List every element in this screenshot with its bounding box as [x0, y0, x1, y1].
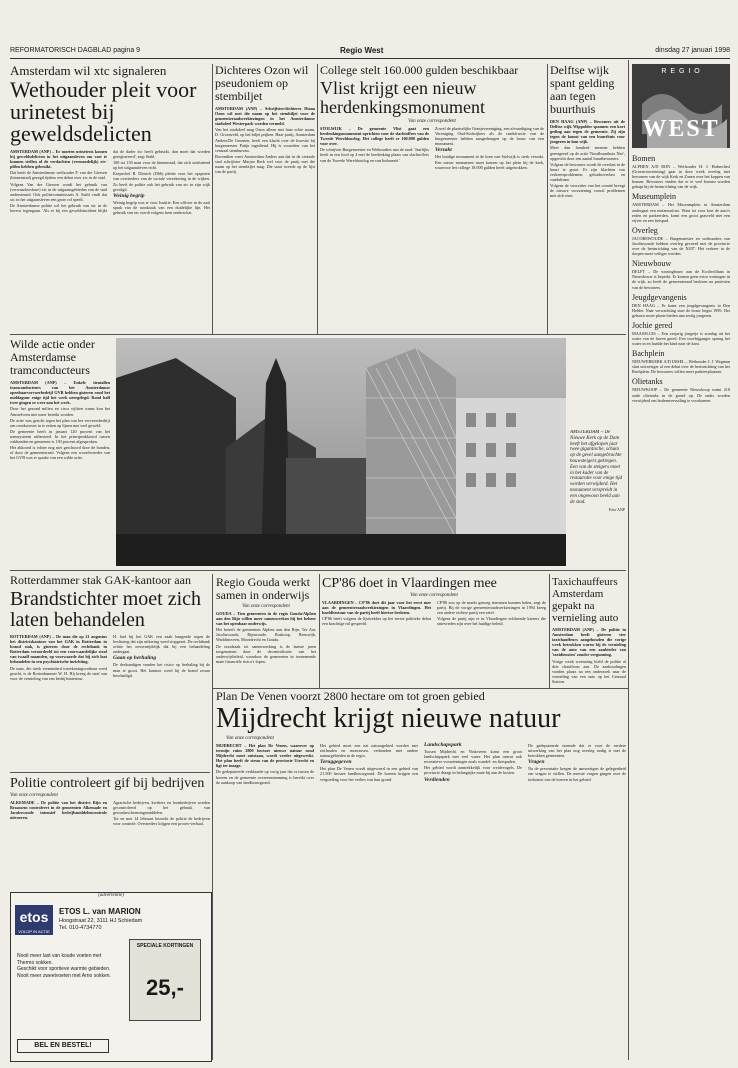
article-body	[322, 600, 546, 680]
article-paragraph: CP'86 heeft volgens de lijsttrekker op het eerste politieke debat een krachtige rol gespeeld.	[322, 616, 431, 627]
article-paragraph: De gedeputeerde verklaarde op vorig jaar dat er tussen de boeren en de gemeente overeenstemming is bereikt over de aankoop van landbouwgrond.	[216, 769, 314, 785]
ad-logo	[15, 905, 53, 935]
article-politie	[10, 776, 210, 886]
banner-top: R E G I O	[661, 68, 701, 75]
article-body	[216, 611, 316, 664]
article-paragraph: Tussen Mijdrecht en Vinkeveen komt een groot landschapspark met veel water. Het plan omvat ook recreatieve voorzieningen zoals wandel- en fietspaden.	[424, 749, 522, 765]
article-body	[10, 149, 210, 299]
sidebar-item-text: NIEUWERKERK A/D IJSSEL – Wethouder J. J. Wegman sluit uitvoeriger af een debat over de herinrichting van het Bachplein. De bewoners willen meer parkeerplaatsen.	[632, 359, 730, 375]
article-mijdrecht	[216, 690, 626, 1060]
article-kicker: Plan De Venen voorzt 2800 hectare om tot groen gebied	[216, 690, 485, 703]
article-taxi	[552, 576, 626, 686]
article-ozon	[215, 64, 315, 330]
article-lead: AMSTERDAM (ANP) – Er moeten urinetests komen bij geweldsdelicten in het uitgaansleven om vast te kunnen stellen of de verdachten (vermoedelijk) xtc-pillen hebben gebruikt.	[10, 149, 107, 170]
sidebar-item-text: NIEUWKOOP – De gemeente Nieuwkoop ruimt 218 oude olietanks in de grond op. De tanks worden verwijderd om bodemvervuiling te voorkomen.	[632, 387, 730, 403]
article-body	[10, 380, 110, 460]
header-left: REFORMATORISCH DAGBLAD pagina 9	[10, 47, 141, 54]
article-headline: CP'86 doet in Vlaardingen mee	[322, 576, 497, 591]
ad-address: Hoogstraat 22, 3111 HJ Schiedam	[59, 918, 143, 924]
divider	[212, 64, 213, 334]
article-lead: VLAARDINGEN – CP'86 doet dit jaar voor het eerst mee aan de gemeenteraadsverkiezingen in Vlaardingen. Het hoofdbestuur van de partij heeft hiertoe besloten.	[322, 600, 431, 616]
ad-label: (advertentie)	[98, 893, 124, 898]
article-body	[550, 119, 625, 198]
ad-line: Geschikt voor sportieve warmte gebieden.	[17, 966, 111, 972]
sidebar-item-text: AMSTERDAM – Het Museumplein in Amsterdam ondergaat een metamorfose. Waar tot voor kort de auto's reden en parkeerden, komt een groot grasveld met een vijver en een fietspad.	[632, 202, 730, 223]
photo-credit: Foto ANP	[608, 507, 625, 513]
sidebar-item	[632, 192, 730, 222]
article-monument	[320, 64, 544, 330]
article-subheading: Teruggegeven	[320, 759, 352, 766]
sidebar-regio-west	[632, 64, 730, 1060]
article-lead: AMSTERDAM (ANP) – Schrijfster/dichteres Diana Ozon wil met die naam op het stembiljet voor de gemeenteraadsverkiezingen in het Amsterdamse stadsdeel Westerpark worden vermeld.	[215, 106, 315, 127]
article-lead: STOLWIJK – De gemeente Vlist gaat een herdenkingsmonument oprichten voor de slachtoffers van de Tweede Wereldoorlog. Het college heeft er 160.000 gulden voor over.	[320, 126, 429, 147]
article-byline: Van onze correspondent	[410, 593, 458, 598]
article-paragraph: Het plan De Venen wordt uitgevoerd in een gebied van 21.500 hectare landbouwgrond. De boeren krijgen een vergoeding voor het verlies van hun grond.	[320, 766, 418, 782]
article-paragraph: De gedeputeerde noemde dat er voor de verdere uitwerking van het plan nog overleg nodig is met de betrokken gemeenten.	[528, 743, 626, 759]
sidebar-item-title: Nieuwbouw	[632, 259, 672, 269]
sidebar-item	[632, 349, 730, 374]
sidebar-item	[632, 154, 730, 189]
ad-phone: Tel. 010-4734770	[59, 925, 102, 931]
article-buurthuis	[550, 64, 625, 330]
ad-lines	[17, 953, 117, 979]
sidebar-item	[632, 226, 730, 256]
article-lead: AMSTERDAM (ANP) – Enkele tientallen tramconducteurs van het Amsterdamse openbaarvervoerbedrijf GVB hebben gisteren rond het middaguur enige tijd het werk neergelegd. Rond half twee gingen ze weer aan het werk.	[10, 380, 110, 406]
article-lead: ALKEMADE – De politie van het district Rijn en Braassem controleert in de gemeenten Alkemade en Jacobswoude intensief bedrijfsmiddelencontrole uitvoeren.	[10, 800, 107, 821]
article-kicker: College stelt 160.000 gulden beschikbaar	[320, 64, 519, 77]
article-paragraph: Vorige week woensdag hield de politie al drie chauffeurs aan. De aanhoudingen vonden plaats na een onderzoek naar de vernieling van een auto op het Centraal Station.	[552, 658, 626, 684]
article-paragraph: De deskundigen vonden het risico op herhaling bij de man te groot. Het kantoor werd bij de brand zwaar beschadigd.	[113, 662, 210, 678]
article-paragraph: Korpschef B. Dittrich (D66) pleitte voor het opsporen van overtreders van de sociale verzekering in de wijken. Zo heeft de politie ook het gebruik van xtc in zijn wijk gevolgd.	[113, 171, 210, 192]
article-kicker: Rotterdammer stak GAK-kantoor aan	[10, 574, 191, 587]
sidebar-item-text: DEN HAAG – Er komt een jeugdgevangenis in Den Helder. Naar verwachting start de bouw begin 1999. Het gebouw moet plaats bieden aan zestig jongeren.	[632, 302, 730, 318]
divider	[212, 574, 213, 1060]
divider	[628, 60, 629, 1060]
article-paragraph: 100 tot 150 man voor de binnenstad, dat zich uitsluitend op het uitgaansleven richt.	[113, 160, 210, 171]
article-gouda	[216, 576, 316, 686]
article-paragraph: De actie was gericht tegen het plan van het vervoersbedrijf om conducteurs in te zetten op lijnen met veel geweld.	[10, 417, 110, 428]
sidebar-item-title: Olietanks	[632, 377, 663, 387]
article-paragraph: Agrarische bedrijven, kwekers en loonbedrijven worden gecontroleerd op het gebruik van gewasbeschermingsmiddelen.	[113, 800, 210, 816]
article-headline: Delftse wijk spant gelding aan tegen buurthuis	[550, 64, 615, 116]
advertisement	[10, 892, 212, 1062]
sidebar-item-title: Overleg	[632, 225, 658, 235]
article-lead: DEN HAAG (ANP) – Bewoners uit de Delftse wijk Wippolder spannen een kort geding aan tegen de gemeente. Zij zijn tegen de komst van een buurthuis voor jongeren in hun wijk.	[550, 119, 625, 145]
sidebar-item-title: Museumplein	[632, 192, 676, 202]
article-paragraph: Volgens de bewoners wordt de overlast in de buurt te groot. Er zijn klachten van verkeersproblemen, geluidsoverlast en vandalisme.	[550, 161, 625, 183]
sidebar-item-title: Bomen	[632, 154, 656, 163]
divider	[10, 570, 626, 571]
article-body	[10, 800, 210, 870]
article-headline: Taxichauffeurs Amsterdam gepakt na vernieling auto	[552, 576, 619, 624]
article-paragraph: Het gebied wordt aantrekkelijk voor weidevogels. De provincie draagt in belangrijke mate bij aan de kosten.	[424, 765, 522, 776]
divider	[212, 688, 628, 689]
article-paragraph: Meer dan honderd mensen hebben gereageerd op de actie 'Noodbuurthuis Nee', opgericht door een aantal buurtbewoners.	[550, 145, 625, 161]
article-paragraph: H. had bij het GAK een zaak hangende tegen de beslissing dat zijn uitkering werd stopgezet. De rechtbank achtte het onvermijdelijk dat hij een behandeling ondergaat.	[113, 634, 210, 655]
ad-shop: ETOS L. van MARION	[59, 907, 141, 916]
sidebar-item	[632, 293, 730, 318]
article-paragraph: De man, die sterk verminderd toerekeningsvatbaar werd geacht, is de Rotterdammer W. H. Hij kreeg de straf van voor de vernieling van een bedrijfsinterieur.	[10, 665, 107, 681]
article-cp86	[322, 576, 546, 686]
article-paragraph: Het akkoord is echter nog niet geschoord door de bonden, of door de gemeenteraad. Volgens een woordvoerder van het GVB was er sprake van een wilde actie.	[10, 445, 110, 461]
divider	[317, 64, 318, 334]
sidebar-item-title: Jochie gered	[632, 320, 673, 330]
sidebar-item-title: Jeugdgevangenis	[632, 292, 687, 302]
ad-logo-text: etos	[19, 909, 49, 925]
article-paragraph: Het gebied moet een nat natuurgebied worden met rietlanden en moerassen, verbonden met andere natuurgebieden in de regio.	[320, 743, 418, 759]
article-body	[215, 106, 315, 174]
article-paragraph: Na de presentatie kregen de aanwezigen de gelegenheid om vragen te stellen. De meeste vragen gingen over de toekomst van de boeren in het gebied.	[528, 766, 626, 782]
church-photo	[116, 338, 566, 566]
article-lead: ROTTERDAM (ANP) – De man die op 21 augustus het districtskantoor van het GAK in Rotterdam in brand stak, is gisteren door de rechtbank in Rotterdam veroordeeld tot een voorwaardelijke straf van twaalf maanden, op voorwaarde dat hij zich laat behandelen in een psychiatrische inrichting.	[10, 634, 107, 665]
divider	[319, 574, 320, 688]
article-gak	[10, 574, 210, 770]
article-tram	[10, 338, 110, 566]
ad-line: Nooit meer last van koude voeten met Thermo sokken.	[17, 953, 102, 966]
ad-price: 25,-	[146, 975, 184, 1000]
sidebar-item-text: JACOBSWOUDE – Burgemeester en wethouders van Jacobswoude hebben overleg gevoerd met de provincie over de herinrichting van de N207. Het verkeer in de dorpen moet veiliger worden.	[632, 235, 730, 257]
article-byline: Van onze correspondent	[226, 736, 274, 741]
ad-badge: SPECIALE KORTINGEN	[136, 943, 194, 949]
article-body	[216, 743, 626, 1053]
article-paragraph: De gemeente heeft in januari 120 procent van het tramsysteem uitbesteed. In het principeakkoord tussen vakbonden en gemeente is 130 procent afgesproken.	[10, 428, 110, 445]
article-lead: AMSTERDAM (ANP) – De politie in Amsterdam heeft gisteren vier taxichauffeurs aangehouden die vorige week betrokken waren bij de vernieling van de auto van een aanbieder van 'taxidiensten' zonder vergunning.	[552, 627, 626, 658]
divider	[549, 574, 550, 688]
sidebar-item-text: ALPHEN A/D RIJN – Wethouder H. J. Hubrechtsl (Groenvoorziening) gaat in deze week overleg met bewoners van de wijk Kerk en Zanen over het kappen van bomen. Bewoners vinden dat er te veel bomen worden gekapt bij de herinrichting van de wijk.	[632, 164, 730, 190]
article-subheading: Weinig begrip	[113, 192, 145, 199]
article-lead: MIJDRECHT – Het plan De Venen, waarover op termijn ruim 2800 hectare nieuwe natuur rond Mijdrecht moet ontstaan, wordt verder uitgewerkt. Het plan heeft de steun van de provincie Utrecht en ligt ter inzage.	[216, 743, 314, 769]
ad-cta: BEL EN BESTEL!	[17, 1039, 109, 1053]
article-paragraph: Het huidige monument in de kom van Stolwijk is sterk verzakt. Een nieuw monument moet komen op het plein bij de kerk, waarvoor het college 18.000 gulden heeft uitgetrokken.	[435, 154, 544, 170]
sidebar-item-title: Bachplein	[632, 349, 665, 359]
article-lead: GOUDA – Tien gemeenten in de regio Gouda/Alphen aan den Rijn willen meer samenwerken bij het beheer van het openbaar onderwijs.	[216, 611, 316, 627]
article-body	[10, 634, 210, 764]
article-headline: Wethouder pleit voor urinetest bij geweldsdelicten	[10, 77, 197, 146]
regio-banner	[632, 64, 730, 148]
article-paragraph: Tot en met 14 februari bezoekt de politie de bedrijven voor controle. Overtreders krijgen een proces-verbaal.	[113, 816, 210, 827]
photo-caption	[570, 430, 625, 566]
divider	[547, 64, 548, 334]
page-header	[10, 46, 730, 59]
article-paragraph: Door het gezond milieu en circa vijftien trams kon het Amstelveen niet meer bereikt worden.	[10, 406, 110, 417]
article-body	[320, 126, 544, 316]
article-kicker: Amsterdam wil xtc signaleren	[10, 64, 167, 78]
article-subheading: Landschapspark	[424, 742, 462, 748]
article-paragraph: De Amsterdamse politie wil het gebruik van xtc in de horeca tegengaan. 'Als er bij een geweldsincident blijkt dat de dader xtc heeft gebruikt, dan moet dat worden geregistreerd', zegt Stahl.	[10, 149, 210, 214]
article-paragraph: Volgens de voorzitter van het comité brengt de nieuwe voorziening vooral problemen met zich mee.	[550, 183, 625, 199]
article-paragraph: Volgens Van der Giessen wordt het gebruik van (verwaarloosbare) xtc in de uitgaansgebieden van de stad ondersteund. Ook politiecommissaris A. Stahl vindt dat xtc in het uitgaansleven een grote rol speelt.	[10, 181, 107, 202]
article-subheading: Vragen	[528, 759, 545, 766]
article-paragraph: Het betreft de gemeenten Alphen aan den Rijn, Ter Aar, Jacobswoude, Rijnwoude, Boskoop, Reeuwijk, Waddinxveen, Moordrecht en Gouda.	[216, 627, 316, 643]
article-subheading: Gaan op herhaling	[113, 655, 157, 662]
ad-product-box	[129, 939, 201, 1021]
article-paragraph: Bovendien voert Amsterdam Anders aan dat in de centrale stad schrijfster Marjan Berk wel voor de partij met die naam op het stembiljet mag. Die staat tweede op de lijst van de partij.	[215, 153, 315, 175]
sidebar-item-text: DELFT – De woningbouw aan de Ecolivrillaan in Nieuwbouw is beperkt. Er komen geen extra woningen in de wijk, zo heeft de gemeenteraad besloten na protesten van de bewoners.	[632, 269, 730, 290]
article-headline: Mijdrecht krijgt nieuwe natuur	[216, 703, 561, 734]
article-headline: Wilde actie onder Amsterdamse tramconducteurs	[10, 338, 95, 377]
article-paragraph: Zowel de plaatselijke Oranjevereniging, een afvaardiging van de Vereniging Oud-Stolwijkers als de raadsfractie van de burgemeester hebben aangedrongen op de bouw van een monument.	[435, 126, 544, 147]
article-paragraph: De schrijven Burgemeester en Wethouders aan de raad: 'Jaarlijks heeft in een lood op 4 mei de herdenking plaats van slachtoffers van de Tweede Wereldoorlog en van Indonesië.'	[320, 147, 429, 163]
sidebar-item	[632, 321, 730, 346]
article-headline: Regio Gouda werkt samen in onderwijs	[216, 576, 310, 602]
article-body	[552, 627, 626, 684]
article-headline: Vlist krijgt een nieuw herdenkingsmonument	[320, 78, 485, 117]
article-headline: Politie controleert gif bij bedrijven	[10, 776, 205, 791]
article-paragraph: De noodzaak tot samenwerking is de laatste jaren toegenomen door de decentralisatie van het onderwijsbeleid, waardoor de gemeenten in toenemende mate financiële risico's lopen.	[216, 643, 316, 664]
article-paragraph: Dat heeft de Amsterdamse wethouder F. van der Giessen (binnenstad) gezegd tijdens een debat over xtc in de stad.	[10, 170, 107, 181]
ad-line: Nooit meer zweetvoeten met Arno sokken.	[17, 972, 111, 979]
article-subheading: Verdienden	[424, 776, 450, 783]
article-headline: Brandstichter moet zich laten behandelen	[10, 588, 202, 631]
sidebar-item	[632, 377, 730, 402]
article-byline: Van onze correspondent	[408, 119, 456, 124]
article-headline: Dichteres Ozon wil pseudoniem op stembiljet	[215, 64, 309, 103]
church-illustration	[116, 338, 566, 566]
header-date: dinsdag 27 januari 1998	[655, 47, 730, 54]
article-paragraph: Volgens de partij zijn er in Vlaardingen voldoende kiezers die ontevreden zijn over het huidige beleid.	[437, 616, 546, 627]
article-paragraph: CP'86 zou op de markt genoeg stemmen kunnen halen, zegt de partij. Bij de vorige gemeenteraadsverkiezingen in 1994 kreeg een andere rechtse partij een zetel.	[437, 600, 546, 616]
article-paragraph: Van het stadsdeel mag Ozon alleen met haar echte naam, D. Groenveld, op het biljet prijken. Haar partij, Amsterdam Anders/De Groenen, heeft een klacht over de kwestie bij burgemeester Patijn ingediend. Hij is voorzitter van het centraal stembureau.	[215, 127, 315, 153]
sidebar-item-text: MAASSLUIS – Een zesjarig jongetje is zondag uit het water van de haven gered. Een voorbijganger sprong het water in en haalde het kind naar de kant.	[632, 330, 730, 347]
caption-text: AMSTERDAM – De Nieuwe Kerk op de Dam heeft het afgelopen jaar twee gigantische, schuin op de gevel aangebrachte bouwsteigers gekregen. Een van de steigers moet in het kader van de restauratie voor enige tijd worden verwijderd. Het monument verspreidt in een ongewoon beeld aan de stad.	[570, 430, 623, 505]
ad-logo-sub: VOLOP IN ACTIE	[18, 929, 50, 934]
article-subheading: Verzakt	[435, 147, 452, 154]
article-byline: Van onze correspondent	[242, 604, 290, 609]
header-section: Regio West	[340, 46, 384, 55]
article-paragraph: Weinig begrip was er voor Justitie. Een officier in de zaal sprak van de noodzaak van een duidelijke lijn. Het gebruik van xtc wordt volgens hem onderschat.	[113, 199, 210, 216]
article-byline: Van onze correspondent	[10, 793, 58, 798]
banner-bottom: WEST	[642, 116, 720, 142]
sidebar-items	[632, 154, 730, 403]
divider	[10, 772, 210, 773]
sidebar-item	[632, 259, 730, 289]
divider	[10, 334, 626, 335]
article-urinetest	[10, 64, 210, 330]
